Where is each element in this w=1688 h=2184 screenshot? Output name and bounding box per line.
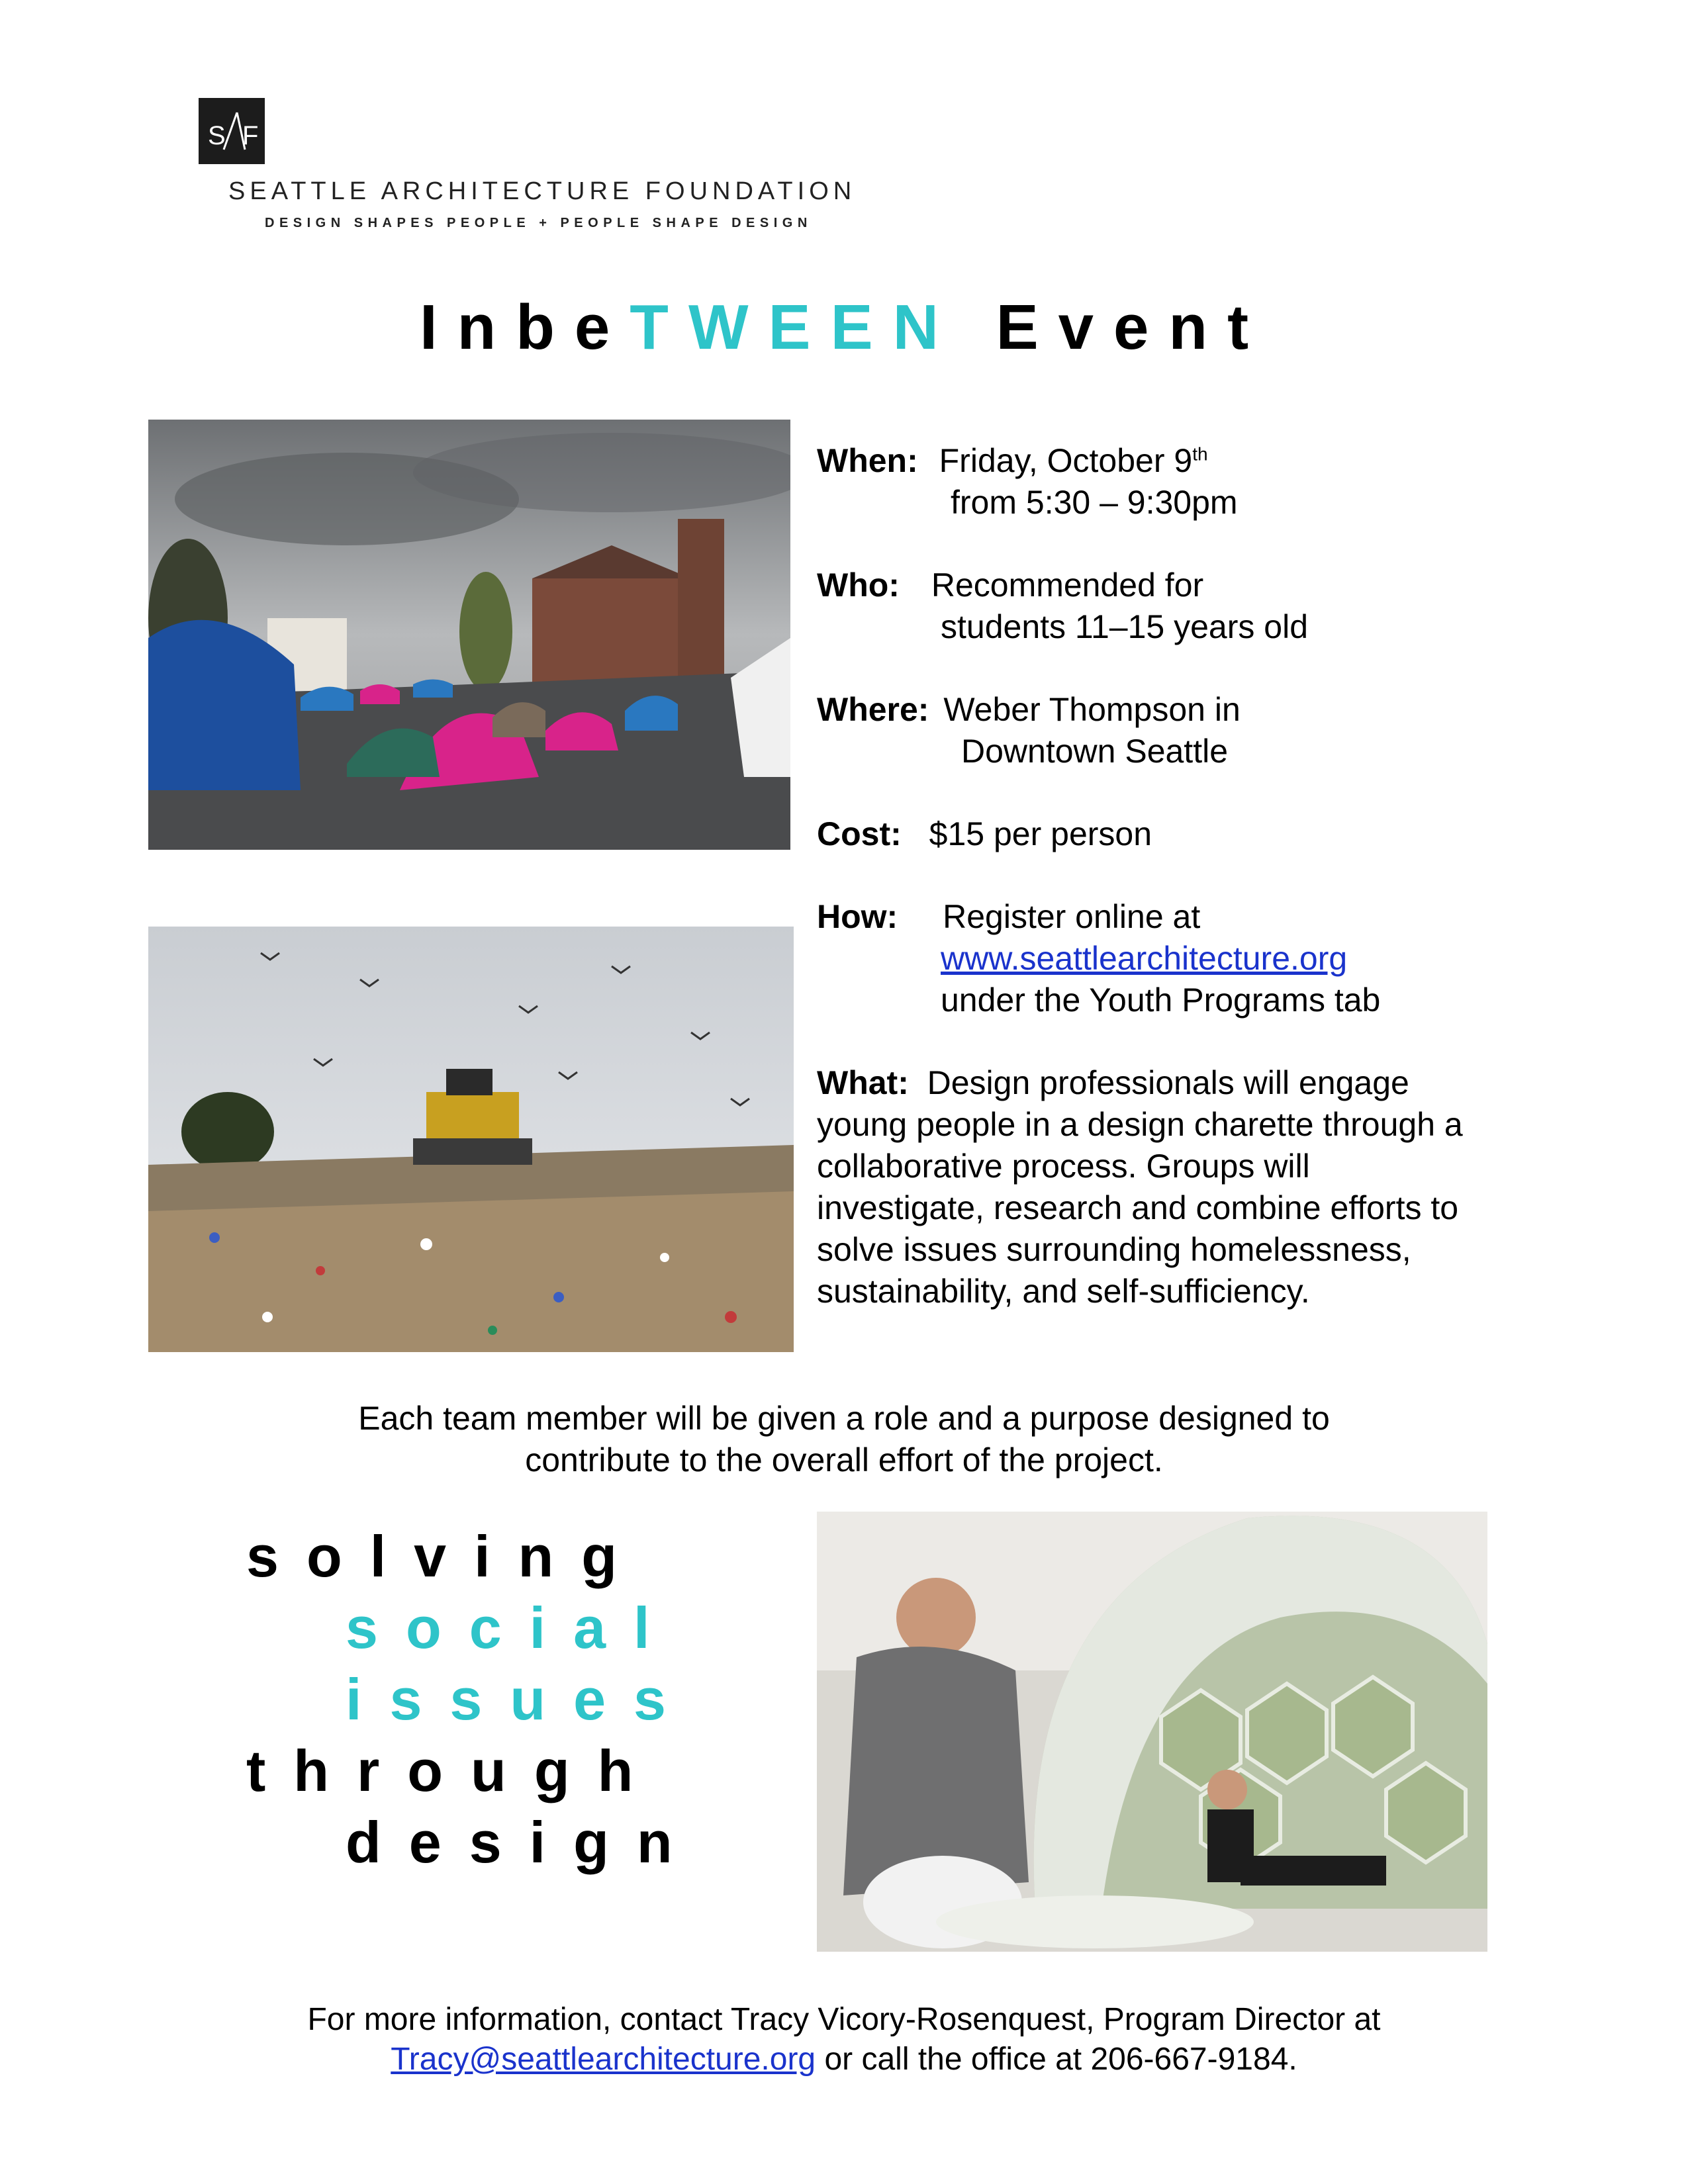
website-link[interactable]: www.seattlearchitecture.org xyxy=(941,940,1348,977)
who-row xyxy=(817,565,1644,648)
who-label: Who: xyxy=(817,567,900,604)
slogan-word-solving: solving xyxy=(246,1524,645,1589)
tent-encampment-photo xyxy=(148,420,790,850)
contact-footer xyxy=(0,2000,1688,2079)
who-line2: students 11–15 years old xyxy=(941,608,1309,645)
footer-line1: For more information, contact Tracy Vicory-Rosenquest, Program Director at xyxy=(307,2002,1381,2037)
how-line3: under the Youth Programs tab xyxy=(941,981,1381,1019)
saf-logo xyxy=(199,98,265,164)
page-title xyxy=(0,291,1688,364)
slogan-word-social: social xyxy=(346,1595,678,1661)
when-date-suffix: th xyxy=(1192,443,1208,465)
contact-email-link[interactable]: Tracy@seattlearchitecture.org xyxy=(391,2042,816,2077)
cost-value: $15 per person xyxy=(929,815,1152,852)
title-part-tween: TWEEN xyxy=(630,292,959,363)
saf-logo-mark xyxy=(199,98,265,164)
who-line1: Recommended for xyxy=(931,567,1204,604)
team-paragraph xyxy=(0,1398,1688,1481)
title-part-event: Event xyxy=(996,292,1269,363)
cost-label: Cost: xyxy=(817,815,902,852)
slogan xyxy=(246,1521,700,1878)
slogan-word-design: design xyxy=(346,1809,700,1875)
svg-text:S: S xyxy=(208,121,226,150)
what-text: Design professionals will engage young people in a design charette through a collaborative process. Groups will investigate, research and combine efforts to solve issues surrounding homelessness, sustainability, and self-sufficiency. xyxy=(817,1064,1463,1310)
where-row xyxy=(817,689,1644,772)
when-label: When: xyxy=(817,442,918,479)
slogan-word-issues: issues xyxy=(346,1666,694,1732)
how-row xyxy=(817,896,1644,1021)
how-line1: Register online at xyxy=(943,898,1201,935)
svg-text:F: F xyxy=(242,121,259,150)
cost-row xyxy=(817,813,1644,855)
org-name: SEATTLE ARCHITECTURE FOUNDATION xyxy=(228,177,857,205)
where-line1: Weber Thompson in xyxy=(943,691,1241,728)
event-details xyxy=(817,440,1644,1353)
org-tagline: DESIGN SHAPES PEOPLE + PEOPLE SHAPE DESIGN xyxy=(265,216,812,230)
slogan-word-through: through xyxy=(246,1738,661,1803)
where-line2: Downtown Seattle xyxy=(961,733,1229,770)
when-time: from 5:30 – 9:30pm xyxy=(951,484,1238,521)
what-label: What: xyxy=(817,1064,909,1101)
landfill-photo xyxy=(148,927,794,1352)
footer-line2: or call the office at 206-667-9184. xyxy=(816,2042,1297,2077)
what-row xyxy=(817,1062,1479,1312)
when-row xyxy=(817,440,1644,523)
team-line2: contribute to the overall effort of the project. xyxy=(525,1441,1163,1479)
where-label: Where: xyxy=(817,691,929,728)
dome-structure-photo xyxy=(817,1512,1487,1952)
team-line1: Each team member will be given a role and a purpose designed to xyxy=(358,1400,1330,1437)
title-part-inbe: Inbe xyxy=(419,292,630,363)
how-label: How: xyxy=(817,898,898,935)
when-date: Friday, October 9 xyxy=(939,442,1193,479)
